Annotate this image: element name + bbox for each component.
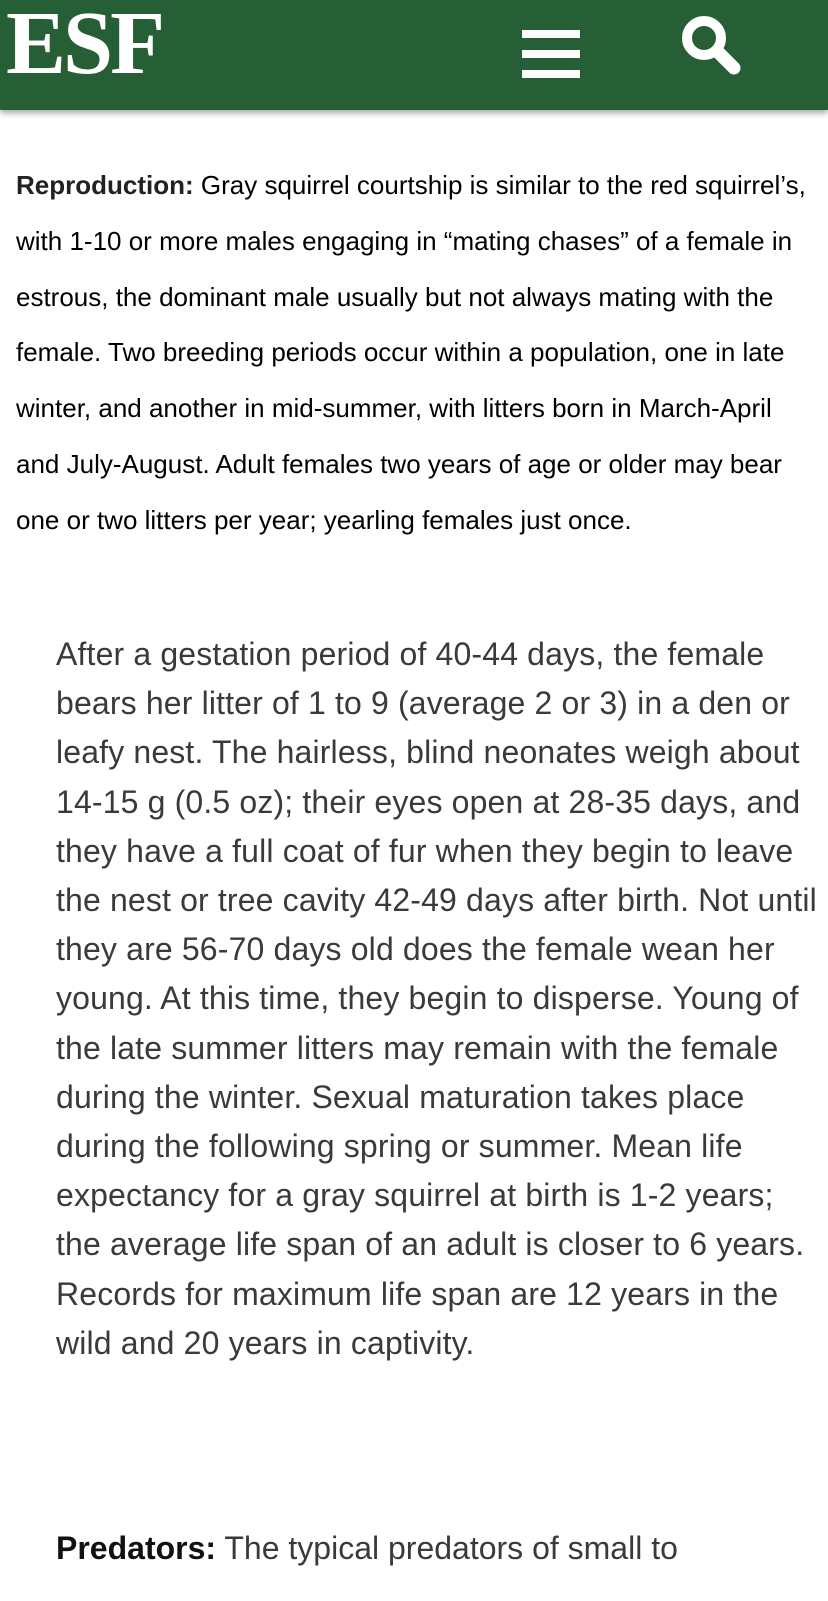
- search-button[interactable]: [676, 10, 746, 80]
- predators-paragraph: [56, 1523, 828, 1573]
- esf-logo-link[interactable]: ESF: [6, 0, 163, 93]
- hamburger-menu-button[interactable]: [520, 26, 582, 82]
- site-header: [0, 0, 828, 110]
- search-icon: [676, 10, 746, 80]
- reproduction-paragraph: [16, 158, 818, 549]
- predators-text: The typical predators of small to: [216, 1530, 678, 1566]
- predators-label: Predators:: [56, 1530, 217, 1566]
- gestation-paragraph: After a gestation period of 40-44 days, the female bears her litter of 1 to 9 (average 2 or 3) in a den or leafy nest. The hairless, blind neonates weigh about 14-15 g (0.5 oz); their eyes open at 28-35 days, and they have a full coat of fur when they begin to leave the nest or tree cavity 42-49 days after birth. Not until they are 56-70 days old does the female wean her young. At this time, they begin to disperse. Young of the late summer litters may remain with the female during the winter. Sexual maturation takes place during the following spring or summer. Mean life expectancy for a gray squirrel at birth is 1-2 years; the average life span of an adult is closer to 6 years. Records for maximum life span are 12 years in the wild and 20 years in captivity.: [56, 636, 817, 1361]
- reproduction-text: Gray squirrel courtship is similar to the red squirrel’s, with 1-10 or more males engaging in “mating chases” of a female in estrous, the dominant male usually but not always mating with the female. Two breeding periods occur within a population, one in late winter, and another in mid-summer, with litters born in March-April and July-August. Adult females two years of age or older may bear one or two litters per year; yearling females just once.: [16, 170, 806, 535]
- reproduction-label: Reproduction:: [16, 170, 194, 200]
